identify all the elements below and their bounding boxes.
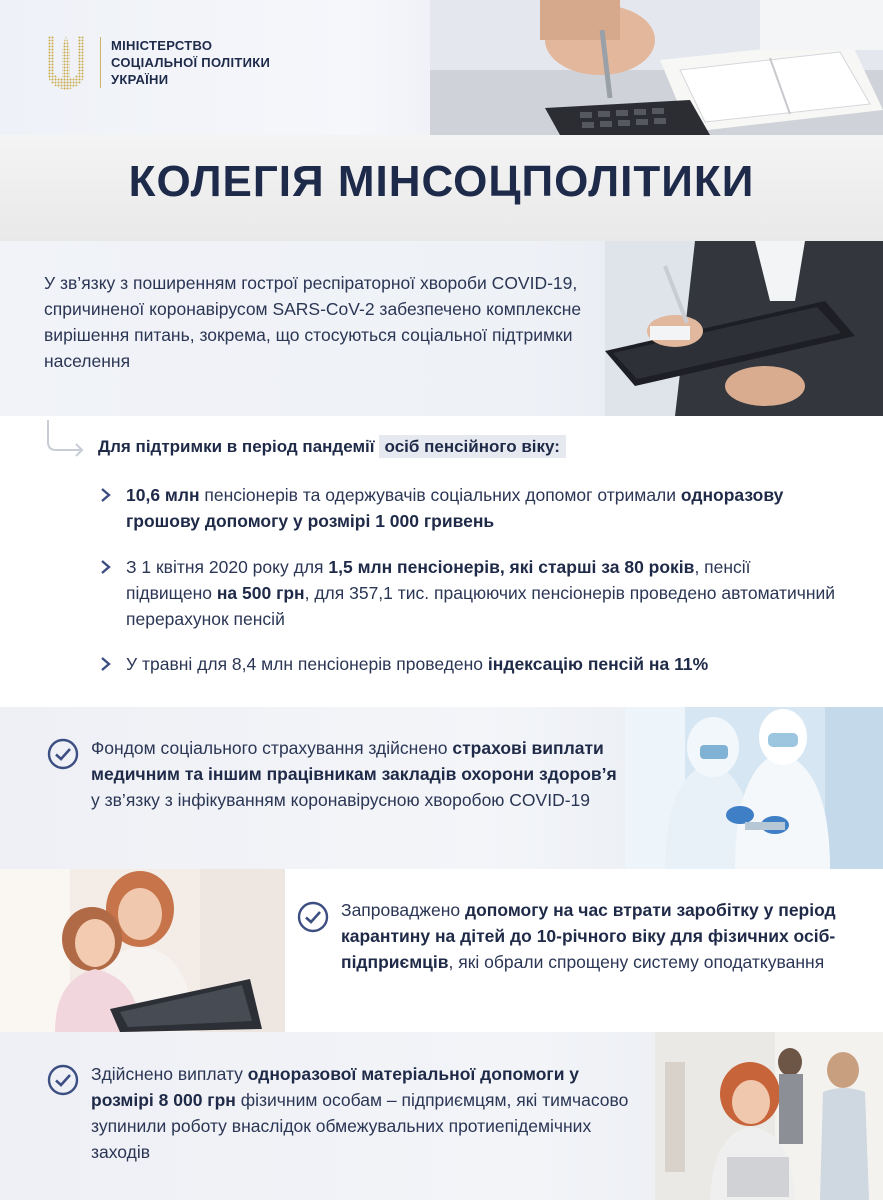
check-circle-icon: [47, 1064, 79, 1096]
entrepreneurs-text-a: Здійснено виплату: [91, 1064, 248, 1084]
insurance-text-b: у зв’язку з інфікуванням коронавірусною хворобою COVID-19: [91, 790, 591, 810]
bullet-2-text-c: , для 357,1 тис. працюючих пенсіонерів проведено автоматичний перерахунок пенсій: [126, 583, 836, 629]
pension-bullet-1: [100, 482, 840, 534]
bullet-1-emphasis: одноразову грошову допомогу у розмірі 1 000 гривень: [126, 485, 784, 531]
chevron-right-icon: [100, 488, 112, 502]
header-banner: [0, 0, 883, 135]
childcare-emphasis: допомогу на час втрати заробітку у період карантину на дітей до 10-річного віку для фізичних осіб-підприємців: [341, 900, 836, 972]
bullet-3-text: У травні для 8,4 млн пенсіонерів проведено: [126, 654, 488, 674]
pension-bullet-2: [100, 554, 840, 632]
pension-bullet-3: [100, 651, 840, 677]
intro-text: У зв’язку з поширенням гострої респіраторної хвороби COVID-19, спричиненої коронавірусом SARS-CoV-2 забезпечено комплексне вирішення питань, зокрема, що стосуються соціальної підтримки населення: [44, 273, 582, 371]
section-insurance-text: [91, 735, 621, 813]
bullet-2-text-b: , пенсії підвищено: [126, 557, 751, 603]
desk-photo: [430, 0, 883, 135]
check-circle-icon: [47, 738, 79, 770]
childcare-text-b: , які обрали спрощену систему оподаткування: [448, 952, 825, 972]
insurance-text-a: Фондом соціального страхування здійснено: [91, 738, 453, 758]
section-childcare: [0, 869, 883, 1032]
insurance-emphasis: страхові виплати медичним та іншим працівникам закладів охорони здоров’я: [91, 738, 617, 784]
pension-heading-highlight: осіб пенсійного віку:: [379, 435, 566, 458]
pension-heading: [98, 437, 566, 457]
ministry-line-1: МІНІСТЕРСТВО: [111, 37, 213, 53]
entrepreneurs-emphasis: одноразової матеріальної допомоги у розмірі 8 000 грн: [91, 1064, 580, 1110]
ministry-logo: [42, 30, 270, 94]
ministry-line-2: СОЦІАЛЬНОЇ ПОЛІТИКИ: [111, 54, 271, 70]
medical-workers-photo: [625, 707, 883, 869]
entrepreneurs-text-b: фізичним особам – підприємцям, які тимчасово зупинили роботу внаслідок обмежувальних протиепідемічних заходів: [91, 1090, 629, 1162]
pension-heading-prefix: Для підтримки в період пандемії: [98, 437, 375, 456]
page-title: КОЛЕГІЯ МІНСОЦПОЛІТИКИ: [128, 157, 755, 206]
section-entrepreneurs-text: [91, 1061, 646, 1165]
bullet-2-emphasis-b: на 500 грн: [216, 583, 305, 603]
chevron-right-icon: [100, 560, 112, 574]
businessman-photo: [605, 241, 883, 416]
bullet-2-emphasis-a: 1,5 млн пенсіонерів, які старші за 80 років: [328, 557, 695, 577]
bullet-3-emphasis: індексацію пенсій на 11%: [487, 654, 709, 674]
section-childcare-text: [341, 897, 851, 975]
childcare-text-a: Запроваджено: [341, 900, 465, 920]
ministry-name: [100, 37, 270, 88]
ministry-line-3: УКРАЇНИ: [111, 71, 169, 87]
mother-child-photo: [0, 869, 285, 1032]
section-entrepreneurs: [0, 1032, 883, 1200]
bullet-1-amount: 10,6 млн: [126, 485, 200, 505]
workshop-photo: [655, 1032, 883, 1200]
chevron-right-icon: [100, 657, 112, 671]
check-circle-icon: [297, 901, 329, 933]
section-insurance: [0, 707, 883, 869]
arrow-hook-icon: [44, 420, 88, 460]
bullet-1-text: пенсіонерів та одержувачів соціальних допомог отримали: [199, 485, 681, 505]
bullet-2-text-a: З 1 квітня 2020 року для: [126, 557, 329, 577]
trident-icon: [42, 30, 90, 94]
